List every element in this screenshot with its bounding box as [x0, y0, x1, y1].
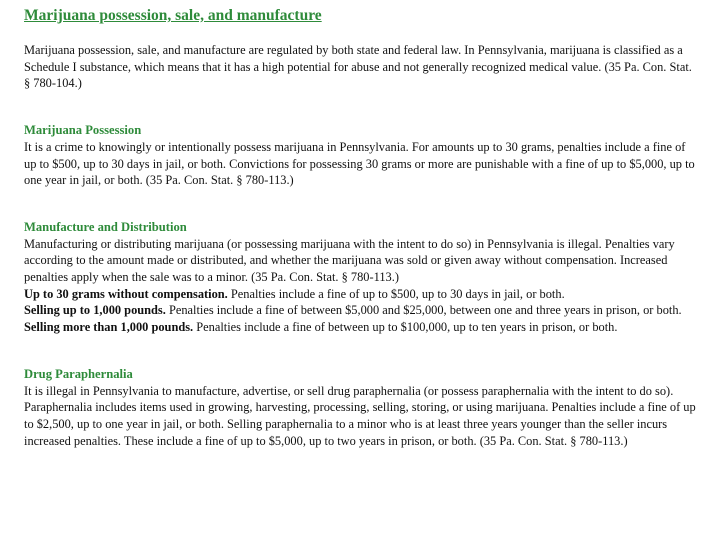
manufacture-heading: Manufacture and Distribution [24, 219, 187, 234]
penalty-tier-3 [24, 319, 696, 336]
possession-body: It is a crime to knowingly or intentionally possess marijuana in Pennsylvania. For amounts up to 30 grams, penalties include a fine of up to $500, up to 30 days in jail, or both. Convictions for possessing 30 grams or more are punishable with a fine of up to $5,000, up to one year in jail, or both. (35 Pa. Con. Stat. § 780-113.) [24, 139, 695, 188]
paraphernalia-heading: Drug Paraphernalia [24, 366, 133, 381]
manufacture-section [24, 219, 696, 336]
intro-paragraph: Marijuana possession, sale, and manufacture are regulated by both state and federal law. In Pennsylvania, marijuana is classified as a Schedule I substance, which means that it has a high potential for abuse and not generally recognized medical value. (35 Pa. Con. Stat. § 780-104.) [24, 43, 692, 91]
possession-section [24, 122, 696, 189]
penalty-tier-2-label: Selling up to 1,000 pounds. [24, 303, 166, 318]
paraphernalia-body: It is illegal in Pennsylvania to manufacture, advertise, or sell drug paraphernalia (or possess paraphernalia with the intent to do so). Paraphernalia includes items used in growing, harvesting, processing, selling, storing, or using marijuana. Penalties include a fine of up to $2,500, up to one year in jail, or both. Selling paraphernalia to a minor who is at least three years younger than the seller incurs increased penalties. These include a fine of up to $5,000, up to two years in prison, or both. (35 Pa. Con. Stat. § 780-113.) [24, 383, 696, 448]
penalty-tier-1-label: Up to 30 grams without compensation. [24, 286, 228, 301]
penalty-tier-1-text: Penalties include a fine of up to $500, up to 30 days in jail, or both. [227, 286, 565, 301]
page-title: Marijuana possession, sale, and manufacture [24, 7, 322, 24]
manufacture-body: Manufacturing or distributing marijuana (or possessing marijuana with the intent to do so) in Pennsylvania is illegal. Penalties vary according to the amount made or distributed, and whether the marijuana was sold or given away without compensation. Increased penalties apply when the sale was to a minor. (35 Pa. Con. Stat. § 780-113.) [24, 236, 675, 285]
penalty-tier-1 [24, 286, 696, 303]
penalty-tier-2-text: Penalties include a fine of between $5,000 and $25,000, between one and three years in prison, or both. [165, 303, 682, 318]
possession-heading: Marijuana Possession [24, 123, 142, 138]
penalty-tier-3-text: Penalties include a fine of between up to $100,000, up to ten years in prison, or both. [193, 320, 618, 335]
penalty-tier-3-label: Selling more than 1,000 pounds. [24, 320, 194, 335]
penalty-tier-2 [24, 302, 696, 319]
paraphernalia-section [24, 366, 696, 450]
